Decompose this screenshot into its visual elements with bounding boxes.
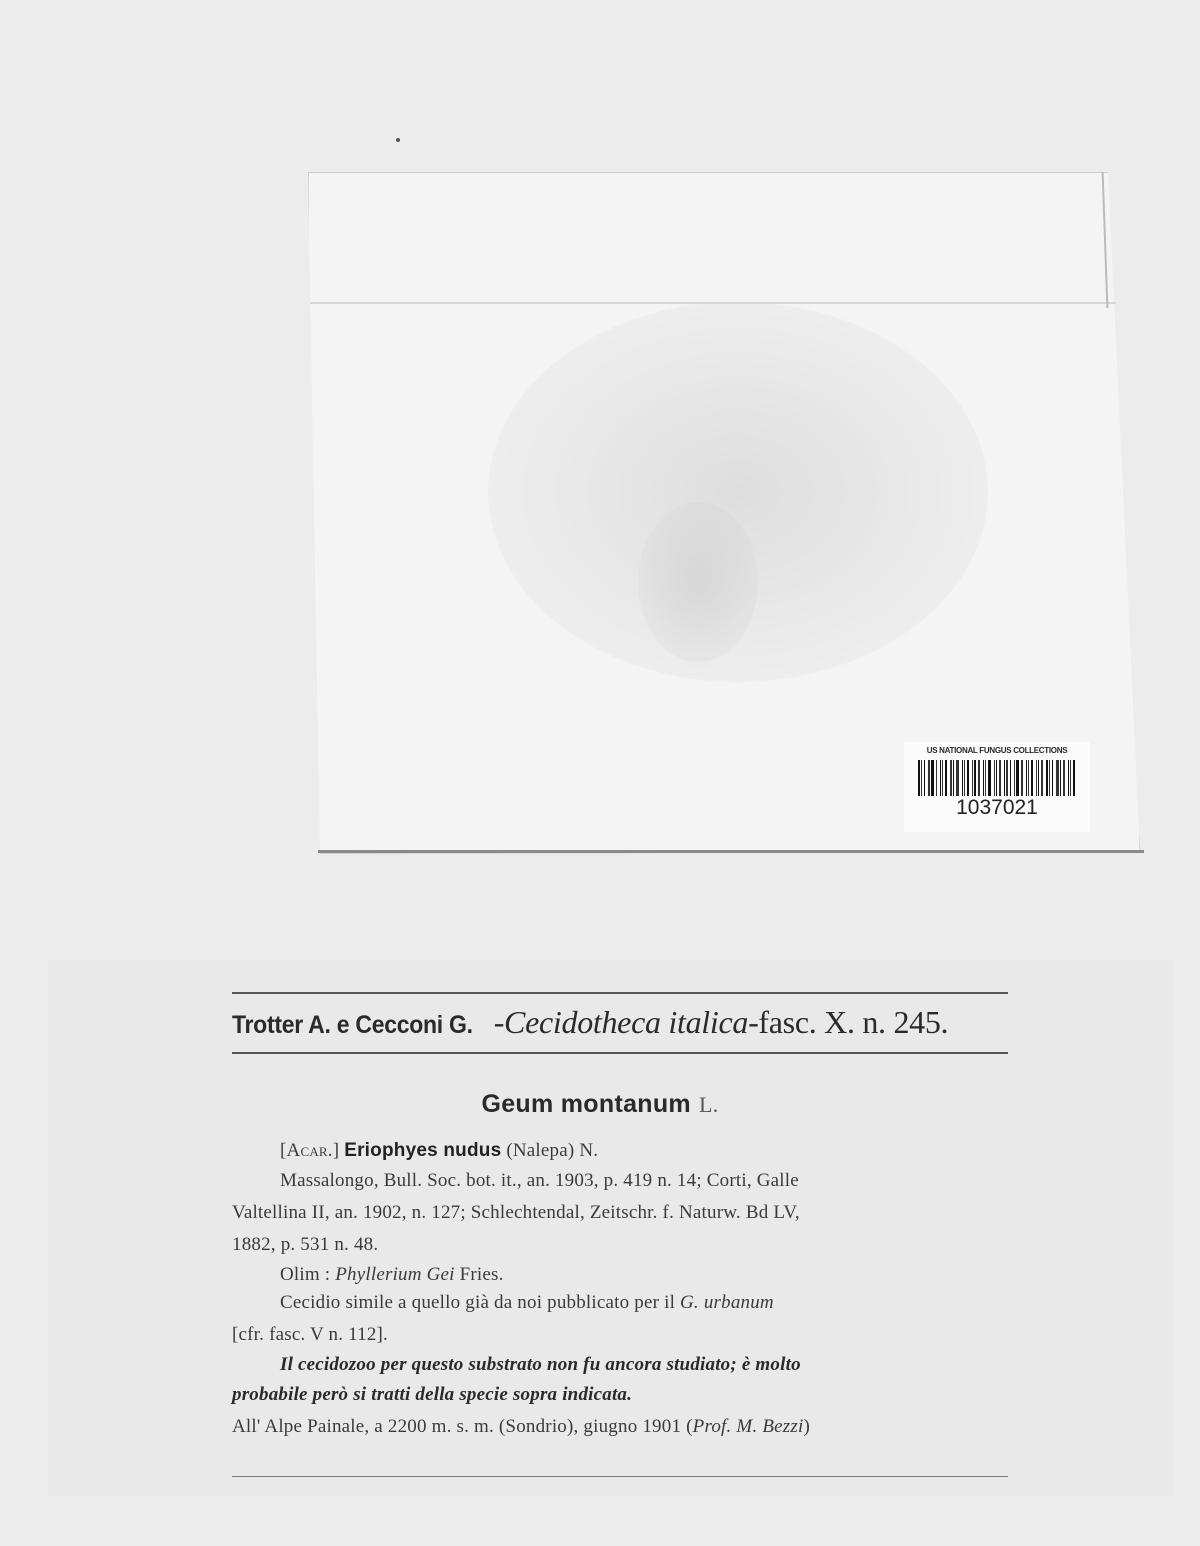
locality-close: ): [803, 1416, 810, 1437]
barcode-bar: [940, 760, 941, 796]
barcode-bar: [999, 760, 1001, 796]
label-line-2: Massalongo, Bull. Soc. bot. it., an. 1903, p. 419 n. 14; Corti, Galle: [280, 1170, 799, 1191]
barcode-bar: [978, 760, 980, 796]
barcode-bar: [924, 760, 925, 796]
barcode-bar: [967, 760, 969, 796]
barcode-bar: [1021, 760, 1023, 796]
barcode-bar: [950, 760, 952, 796]
barcode-bar: [1036, 760, 1037, 796]
barcode-bar: [1063, 760, 1065, 796]
barcode-bar: [1026, 760, 1027, 796]
label-line-3: Valtellina II, an. 1902, n. 127; Schlechtendal, Zeitschr. f. Naturw. Bd LV,: [232, 1202, 800, 1223]
barcode-bar: [1014, 760, 1015, 796]
barcode-bar: [956, 760, 959, 796]
header-authors: Trotter A. e Cecconi G.: [232, 1011, 473, 1039]
packet-bottom-edge: [318, 850, 1144, 853]
barcode-bar: [928, 760, 930, 796]
gall-maker-name: Eriophyes nudus: [344, 1140, 502, 1161]
barcode-bar: [1056, 760, 1059, 796]
speck-mark: [396, 138, 400, 142]
barcode-bar: [983, 760, 984, 796]
barcode-bar: [921, 760, 922, 796]
barcode-bar: [1006, 760, 1008, 796]
barcode-bars: [918, 760, 1078, 796]
barcode-bar: [1010, 760, 1011, 796]
label-header: [232, 1004, 1008, 1048]
taxon-group: [Acar.]: [280, 1140, 340, 1161]
barcode-bar: [1028, 760, 1029, 796]
olim-authority: Fries.: [459, 1264, 504, 1285]
label-line-4: 1882, p. 531 n. 48.: [232, 1234, 379, 1255]
label-line-6: [280, 1292, 774, 1314]
barcode-bar: [942, 760, 943, 796]
barcode-label: [904, 742, 1090, 832]
header-series: Cecidotheca italica: [504, 1004, 749, 1040]
label-line-5: [280, 1264, 504, 1286]
species-name: Geum montanum: [481, 1090, 691, 1118]
barcode-bar: [964, 760, 965, 796]
barcode-number: 1037021: [956, 796, 1038, 819]
footer-rule: [232, 1476, 1008, 1477]
cecidio-host: G. urbanum: [680, 1292, 774, 1313]
barcode-bar: [1031, 760, 1033, 796]
barcode-bar: [953, 760, 954, 796]
barcode-bar: [988, 760, 991, 796]
barcode-bar: [996, 760, 997, 796]
collector-name: Prof. M. Bezzi: [692, 1416, 804, 1437]
barcode-bar: [1073, 760, 1075, 796]
header-dash: -: [493, 1004, 505, 1040]
barcode-bar: [1046, 760, 1048, 796]
header-rule-top: [232, 992, 1008, 994]
label-line-9: probabile però si tratti della specie sopra indicata.: [232, 1384, 633, 1405]
barcode-bar: [1049, 760, 1050, 796]
header-fascicle: -fasc. X. n. 245.: [748, 1004, 949, 1040]
olim-name: Phyllerium Gei: [335, 1264, 455, 1285]
packet-fold-line: [310, 302, 1116, 304]
barcode-bar: [918, 760, 920, 796]
barcode-bar: [974, 760, 976, 796]
barcode-bar: [931, 760, 934, 796]
barcode-bar: [994, 760, 995, 796]
packet-shadow: [638, 502, 758, 662]
header-rule-bottom: [232, 1052, 1008, 1054]
barcode-bar: [1004, 760, 1005, 796]
barcode-bar: [1070, 760, 1071, 796]
barcode-bar: [936, 760, 937, 796]
barcode-bar: [1068, 760, 1069, 796]
species-title: [0, 1090, 1200, 1119]
label-line-10: [232, 1416, 810, 1438]
label-line-7: [cfr. fasc. V n. 112].: [232, 1324, 389, 1345]
cecidio-text: Cecidio simile a quello già da noi pubblicato per il: [280, 1292, 676, 1313]
barcode-bar: [1060, 760, 1061, 796]
label-line-1: [280, 1140, 598, 1162]
barcode-bar: [1052, 760, 1053, 796]
gall-maker-authority: (Nalepa) N.: [506, 1140, 599, 1161]
label-line-8: Il cecidozoo per questo substrato non fu ancora studiato; è molto: [280, 1354, 801, 1375]
barcode-collection: US NATIONAL FUNGUS COLLECTIONS: [926, 746, 1068, 755]
locality-text: All' Alpe Painale, a 2200 m. s. m. (Sondrio), giugno 1901 (: [232, 1416, 693, 1437]
species-authority: L.: [698, 1092, 719, 1117]
barcode-bar: [945, 760, 947, 796]
barcode-bar: [1016, 760, 1019, 796]
barcode-bar: [972, 760, 973, 796]
olim-label: Olim :: [280, 1264, 331, 1285]
barcode-bar: [962, 760, 963, 796]
barcode-bar: [985, 760, 986, 796]
barcode-bar: [1041, 760, 1043, 796]
barcode-bar: [1038, 760, 1039, 796]
